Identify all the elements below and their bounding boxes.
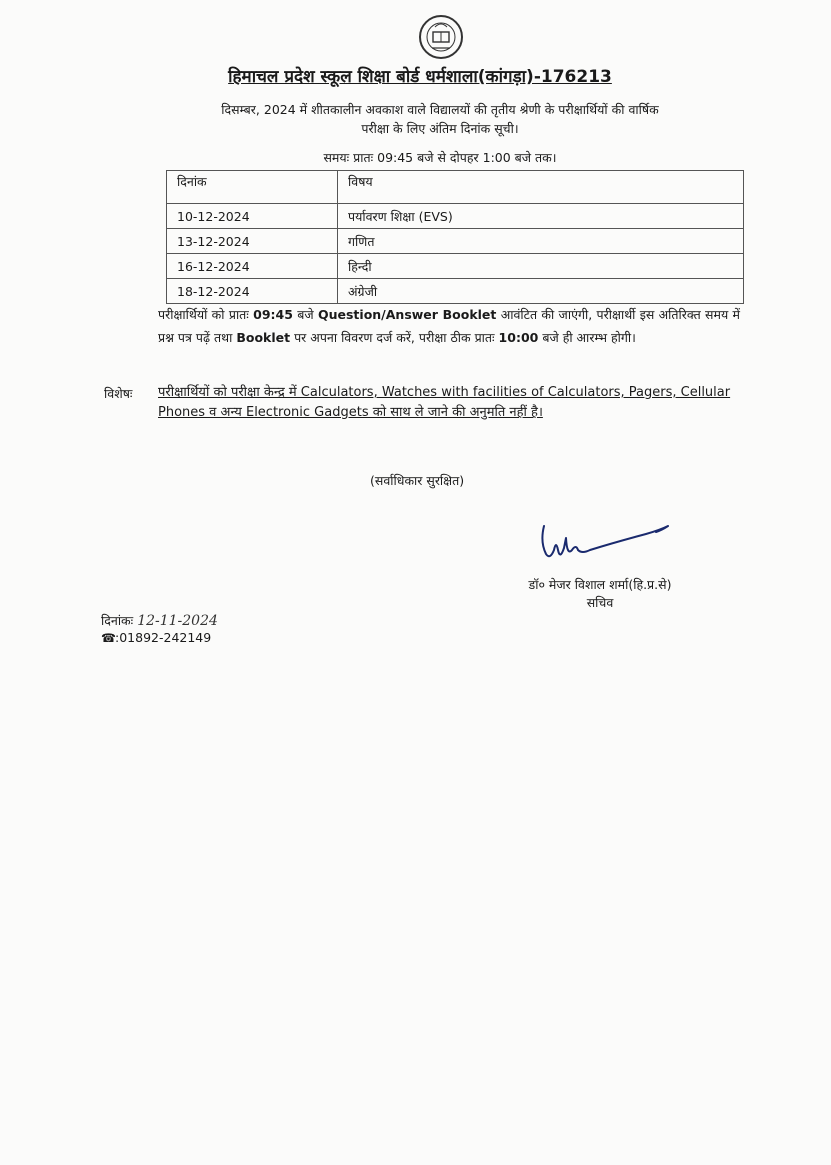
row-subject: अंग्रेजी xyxy=(338,279,744,304)
date-label: दिनांकः xyxy=(101,613,134,628)
subject-column-header: विषय xyxy=(338,171,744,204)
exam-timing: समयः प्रातः 09:45 बजे से दोपहर 1:00 बजे तक। xyxy=(323,150,557,165)
table-row xyxy=(167,254,744,279)
date-column-header: दिनांक xyxy=(167,171,338,204)
board-logo xyxy=(412,12,470,62)
signature xyxy=(536,520,676,568)
row-subject: गणित xyxy=(338,229,744,254)
issue-date xyxy=(101,612,218,629)
telephone-icon: ☎ xyxy=(101,631,116,645)
row-subject: हिन्दी xyxy=(338,254,744,279)
row-subject: पर्यावरण शिक्षा (EVS) xyxy=(338,204,744,229)
phone-line xyxy=(101,630,211,645)
phone-number: :01892-242149 xyxy=(115,630,212,645)
row-date: 16-12-2024 xyxy=(167,254,338,279)
page-subtitle xyxy=(150,100,730,138)
notice-text: बजे xyxy=(292,307,318,322)
table-row xyxy=(167,229,744,254)
notice-text: आवंटित की जाएंगी, परीक्षार्थी इस अतिरिक्त समय में प्रश्न पत्र पढ़ें तथा xyxy=(158,307,740,345)
subtitle-line-2: परीक्षा के लिए अंतिम दिनांक सूची। xyxy=(361,121,519,136)
table-header-row xyxy=(167,171,744,204)
page-title: हिमाचल प्रदेश स्कूल शिक्षा बोर्ड धर्मशाला(कांगड़ा)-176213 xyxy=(228,67,612,87)
date-value: 12-11-2024 xyxy=(137,613,218,629)
schedule-table xyxy=(166,170,744,304)
row-date: 18-12-2024 xyxy=(167,279,338,304)
special-label: विशेषः xyxy=(104,386,133,401)
notice-time-start: 09:45 xyxy=(253,307,293,322)
notice-text: बजे ही आरम्भ होगी। xyxy=(538,330,636,345)
row-date: 10-12-2024 xyxy=(167,204,338,229)
row-date: 13-12-2024 xyxy=(167,229,338,254)
signer-designation: सचिव xyxy=(586,595,614,610)
notice-text: परीक्षार्थियों को प्रातः xyxy=(158,307,254,322)
special-instruction: परीक्षार्थियों को परीक्षा केन्द्र में Calculators, Watches with facilities of Calculators, Pagers, Cellular Phones व अन्य Electronic Gadgets को साथ ले जाने की अनुमति नहीं है। xyxy=(158,385,731,420)
booklet-notice xyxy=(158,303,740,349)
rights-reserved: (सर्वाधिकार सुरक्षित) xyxy=(370,473,465,488)
notice-text: पर अपना विवरण दर्ज करें, परीक्षा ठीक प्रातः xyxy=(290,330,499,345)
table-row xyxy=(167,279,744,304)
notice-time-exam: 10:00 xyxy=(498,330,539,345)
subtitle-line-1: दिसम्बर, 2024 में शीतकालीन अवकाश वाले विद्यालयों की तृतीय श्रेणी के परीक्षार्थियों की वार्षिक xyxy=(221,102,659,117)
notice-booklet: Booklet xyxy=(236,330,291,345)
signer-name: डॉ० मेजर विशाल शर्मा(हि.प्र.से) xyxy=(528,577,672,592)
notice-booklet-phrase: Question/Answer Booklet xyxy=(317,307,497,322)
table-row xyxy=(167,204,744,229)
